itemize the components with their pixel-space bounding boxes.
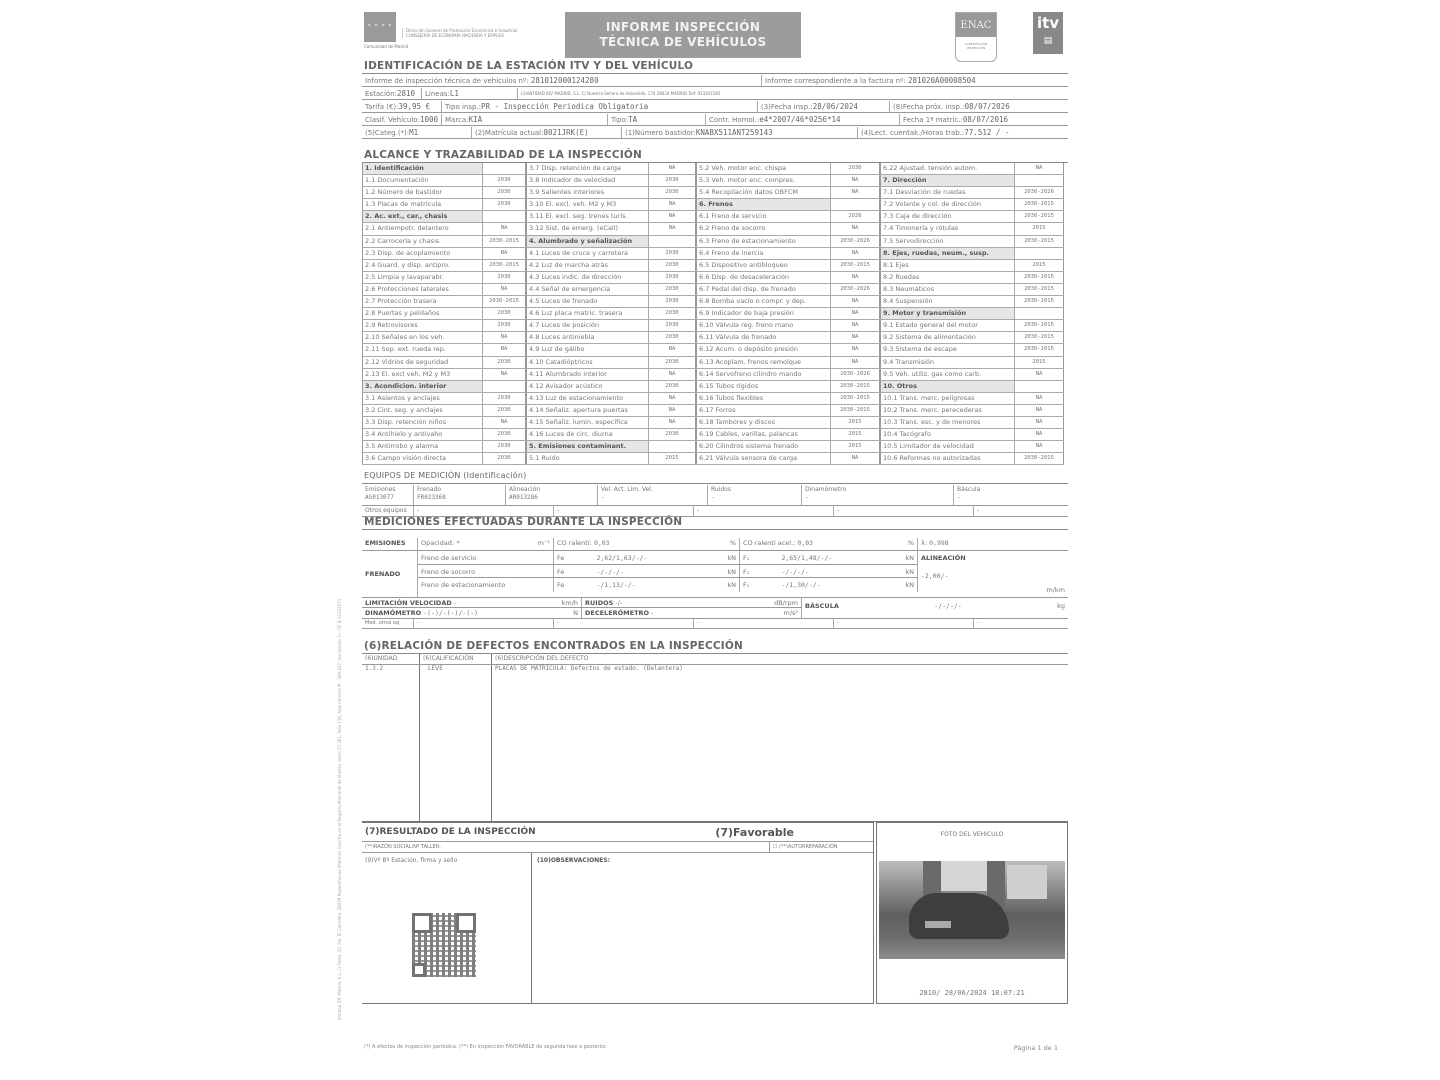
measurements-table	[362, 538, 1068, 629]
scope-item: 6.4 Freno de inercia NA	[696, 248, 880, 260]
scope-item: 4.16 Luces de circ. diurna 2030	[526, 429, 696, 441]
scope-item: 6.3 Freno de estacionamiento 2030-2026	[696, 236, 880, 248]
scope-section-header: 4. Alumbrado y señalización	[526, 236, 696, 248]
scope-item: 3.6 Campo visión directa 2030	[362, 453, 526, 465]
scope-item: 3.11 El. excl. seg. trenes turís. NA	[526, 211, 696, 223]
scope-item: 3.2 Cint. seg. y anclajes 2030	[362, 405, 526, 417]
scope-item: 6.5 Dispositivo antibloqueo 2030-2015	[696, 260, 880, 272]
scope-item: 9.4 Transmisión 2015	[880, 357, 1064, 369]
equipment-cell: Ruidos -	[708, 485, 802, 505]
vehicle-class: 1000	[419, 115, 438, 124]
scope-item: 10.3 Trans. esc. y de menores NA	[880, 417, 1064, 429]
scope-item: 5.4 Recopilación datos OBFCM NA	[696, 187, 880, 199]
scope-column-1	[362, 163, 526, 465]
scope-item: 3.12 Sist. de emerg. (eCall) NA	[526, 223, 696, 235]
brake-row: Freno de estacionamiento Fe -/1,13/-/- kN F₁ -/1,30/-/- kN	[418, 578, 918, 592]
scope-item: 2.2 Carrocería y chasis 2030-2015	[362, 236, 526, 248]
measurements-title: MEDICIONES EFECTUADAS DURANTE LA INSPECCIÓN	[364, 516, 683, 528]
defect-grade: LEVE	[420, 665, 492, 822]
id-row-plate: (5)Categ.(*):M1 (2)Matrícula actual:8021JRK(E) (1)Número bastidor:KNABX511ANT259143 (4)Lect. cuentak./Horas trab.:77.512 / -	[362, 127, 1068, 139]
scope-item: 6.2 Freno de socorro NA	[696, 223, 880, 235]
scope-item: 6.1 Freno de servicio 2026	[696, 211, 880, 223]
observations-label: (10)OBSERVACIONES:	[537, 857, 611, 864]
org-department: Dirección General de Promoción Económica e Industrial CONSEJERÍA DE ECONOMÍA HACIENDA Y EMPLEO	[402, 28, 517, 38]
scope-item: 4.10 Catadióptricos 2030	[526, 357, 696, 369]
scope-item: 6.21 Válvula sensora de carga NA	[696, 453, 880, 465]
scope-item: 6.11 Válvula de frenado NA	[696, 332, 880, 344]
scope-item: 2.11 Sop. ext. rueda rep. NA	[362, 344, 526, 356]
scope-item: 2.8 Puertas y peldaños 2030	[362, 308, 526, 320]
scope-item: 6.6 Disp. de desaceleración NA	[696, 272, 880, 284]
scope-item: 2.3 Disp. de acoplamiento NA	[362, 248, 526, 260]
scope-column-2	[526, 163, 696, 465]
scope-item: 7.5 Servodirección 2030-2015	[880, 236, 1064, 248]
scale-cell: BÁSCULA -/-/-/- kg	[805, 602, 1065, 610]
scope-item: 6.16 Tubos flexibles 2030-2015	[696, 393, 880, 405]
scope-item: 5.3 Veh. motor enc. compres. NA	[696, 175, 880, 187]
equipment-cell: Alineación AR013286	[506, 485, 598, 505]
opacity-value: *	[456, 539, 461, 547]
scope-item: 1.1 Documentación 2030	[362, 175, 526, 187]
misc-measurements: LIMITACIÓN VELOCIDAD - km/h RUIDOS -/- dB/rpm DINAMÓMETRO -(-)/-(-)/-(-) N DECELERÓMETRO - m/s² BÁSCULA -/-/-/- kg	[362, 598, 1068, 619]
scope-item: 4.15 Señaliz. lumin. específica NA	[526, 417, 696, 429]
scope-item: 4.1 Luces de cruce y carretera 2030	[526, 248, 696, 260]
equipment-cell: Emisiones AG013077	[362, 485, 414, 505]
result-section	[362, 822, 1068, 1004]
defect-description: PLACAS DE MATRÍCULA: Defectos de estado. (Delantera)	[495, 665, 683, 672]
scope-item: 3.7 Disp. retención de carga NA	[526, 163, 696, 175]
workshop-label: (**)RAZÓN SOCIAL/Nº TALLER:	[362, 842, 770, 852]
scope-item: 6.15 Tubos rígidos 2030-2015	[696, 381, 880, 393]
equipment-cell: Báscula -	[957, 486, 981, 501]
scope-item: 4.3 Luces indic. de dirección 2030	[526, 272, 696, 284]
footer	[364, 1044, 1064, 1050]
defect-unit: 1.3.2	[362, 665, 420, 822]
homologation: e4*2007/46*0256*14	[759, 115, 841, 124]
scope-section-header: 5. Emisiones contaminant.	[526, 441, 696, 453]
scope-section-header: 7. Dirección	[880, 175, 1064, 187]
equipment-cell: Vel. Act. Lim. Vel. -	[598, 485, 708, 505]
itv-logo: itv ▤	[1033, 12, 1063, 54]
equipment-table	[362, 485, 1068, 517]
photo-timestamp: 2810/ 28/06/2024 18:07:21	[919, 989, 1025, 997]
scope-title: ALCANCE Y TRAZABILIDAD DE LA INSPECCIÓN	[364, 149, 643, 161]
scope-item: 8.4 Suspensión 2030-2015	[880, 296, 1064, 308]
invoice-number: 281020A00008504	[907, 76, 976, 85]
scope-item: 7.1 Desviación de ruedas 2030-2026	[880, 187, 1064, 199]
scope-item: 4.7 Luces de posición 2030	[526, 320, 696, 332]
signature-cell: (9)Vº Bº Estación, firma y sello	[362, 853, 532, 1003]
equipment-row	[362, 485, 1068, 506]
next-inspection-date: 08/07/2026	[964, 102, 1010, 111]
scope-item: 10.5 Limitador de velocidad NA	[880, 441, 1064, 453]
scope-item: 8.1 Ejes 2015	[880, 260, 1064, 272]
scope-item: 9.2 Sistema de alimentación 2030-2015	[880, 332, 1064, 344]
scope-item: 9.5 Veh. utiliz. gas como carb. NA	[880, 369, 1064, 381]
vehicle-type: TA	[628, 115, 638, 124]
first-registration-date: 08/07/2016	[962, 115, 1008, 124]
vehicle-photo	[879, 861, 1065, 959]
defects-table	[362, 654, 1068, 822]
scope-item: 4.4 Señal de emergencia 2030	[526, 284, 696, 296]
scope-item: 7.3 Caja de dirección 2030-2015	[880, 211, 1064, 223]
scope-item: 8.2 Ruedas 2030-2015	[880, 272, 1064, 284]
scope-item: 3.4 Antihielo y antivaho 2030	[362, 429, 526, 441]
scope-table	[362, 163, 1068, 465]
result-verdict: (7)Favorable	[715, 825, 794, 839]
scope-item: 4.13 Luz de estacionamiento NA	[526, 393, 696, 405]
scope-item: 2.13 El. excl veh. M2 y M3 NA	[362, 369, 526, 381]
comunidad-madrid-logo: * * * *	[364, 12, 396, 42]
enac-logo: ENAC ACREDITACIÓN INSPECCIÓN	[955, 12, 997, 62]
scope-item: 2.7 Protección trasera 2030-2015	[362, 296, 526, 308]
scope-item: 4.14 Señaliz. apertura puertas NA	[526, 405, 696, 417]
scope-item: 4.12 Avisador acústico 2030	[526, 381, 696, 393]
scope-item: 6.14 Servofreno cilindro mando 2030-2026	[696, 369, 880, 381]
scope-item: 5.2 Veh. motor enc. chispa 2030	[696, 163, 880, 175]
scope-section-header: 1. Identificación	[362, 163, 526, 175]
scope-item: 9.3 Sistema de escape 2030-2015	[880, 344, 1064, 356]
vehicle-brand: KIA	[468, 115, 483, 124]
scope-item: 8.3 Neumáticos 2030-2015	[880, 284, 1064, 296]
equipment-cell: Dinamómetro -	[802, 485, 954, 505]
station-value: 2810	[396, 89, 416, 98]
scope-item: 6.22 Ajustad. tensión autom. NA	[880, 163, 1064, 175]
license-plate: 8021JRK(E)	[543, 128, 589, 137]
equipment-title: EQUIPOS DE MEDICIÓN (Identificación)	[364, 471, 527, 480]
scope-item: 7.2 Volante y col. de dirección 2030-2015	[880, 199, 1064, 211]
scope-item: 3.3 Disp. retención niños NA	[362, 417, 526, 429]
result-title: (7)RESULTADO DE LA INSPECCIÓN	[365, 827, 536, 837]
scope-item: 9.1 Estado general del motor 2030-2015	[880, 320, 1064, 332]
scope-item: 2.5 Limpia y lavaparabr. 2030	[362, 272, 526, 284]
scope-section-header: 3. Acondicion. interior	[362, 381, 526, 393]
brake-row: Freno de servicio Fe 2,62/1,63/-/- kN F₁ 2,65/1,48/-/- kN	[418, 551, 918, 565]
scope-item: 6.17 Forros 2030-2015	[696, 405, 880, 417]
scope-item: 7.4 Timonería y rótulas 2015	[880, 223, 1064, 235]
report-title: INFORME INSPECCIÓN TÉCNICA DE VEHÍCULOS	[565, 12, 801, 58]
page-number: Página 1 de 1	[1013, 1044, 1058, 1052]
scope-item: 1.3 Placas de matrícula 2030	[362, 199, 526, 211]
car-icon: ▤	[1043, 36, 1053, 46]
brake-row: Freno de socorro Fe -/-/-/- kN F₁ -/-/-/- kN	[418, 565, 918, 579]
identification-title: IDENTIFICACIÓN DE LA ESTACIÓN ITV Y DEL VEHÍCULO	[364, 60, 694, 72]
defects-title: (6)RELACIÓN DE DEFECTOS ENCONTRADOS EN LA INSPECCIÓN	[364, 640, 744, 652]
co-accel-value: 0,03	[797, 539, 814, 547]
other-equipment-row: Otros equipos - - - - -	[362, 506, 1068, 517]
scope-section-header: 6. Frenos	[696, 199, 880, 211]
inspection-report-page	[358, 8, 1074, 1063]
scope-item: 10.2 Trans. merc. perecederas NA	[880, 405, 1064, 417]
scope-column-3	[696, 163, 880, 465]
scope-item: 2.12 Vidrios de seguridad 2030	[362, 357, 526, 369]
scope-item: 6.7 Pedal del disp. de frenado 2030-2026	[696, 284, 880, 296]
emissions-row: EMISIONES Opacidad: * m⁻¹ CO ralentí: 0,03 % CO ralentí acel.: 0,03 % λ: 0,998	[362, 538, 1068, 551]
self-repair-checkbox[interactable]: ☐ (**)AUTORREPARACIÓN	[773, 844, 838, 850]
scope-item: 1.2 Número de bastidor 2030	[362, 187, 526, 199]
report-header	[358, 8, 1074, 60]
scope-column-4	[880, 163, 1064, 465]
scope-item: 3.5 Antirrobo y alarma 2030	[362, 441, 526, 453]
scope-item: 6.19 Cables, varillas, palancas 2015	[696, 429, 880, 441]
scope-section-header: 9. Motor y transmisión	[880, 308, 1064, 320]
scope-item: 6.13 Acoplam. frenos remolque NA	[696, 357, 880, 369]
legal-side-note: Entidad IDF Madrid, S.L. C/ Fresa, 10. Pol. El Carralero. 28029 Majadahonda (Madrid). Inscrita en el Registro Mercantil de Madrid, tomo 17.361, folio 116, hoja número M - 306.437, inscripción 1ª. CIF B-12332071	[337, 598, 342, 1020]
defect-row	[362, 665, 1068, 822]
scope-item: 6.18 Tambores y discos 2015	[696, 417, 880, 429]
scope-section-header: 2. Ac. ext., car., chasis	[362, 211, 526, 223]
equipment-cell: Frenado FR023368	[414, 485, 506, 505]
scope-item: 3.8 Indicador de velocidad 2030	[526, 175, 696, 187]
scope-item: 2.6 Protecciones laterales NA	[362, 284, 526, 296]
scope-item: 3.10 El. excl. veh. M2 y M3 NA	[526, 199, 696, 211]
lambda-value: 0,998	[929, 539, 949, 547]
scope-item: 3.9 Salientes interiores 2030	[526, 187, 696, 199]
scope-item: 10.4 Tacógrafo NA	[880, 429, 1064, 441]
org-name: Comunidad de Madrid	[364, 44, 409, 49]
braking-block: FRENADO Freno de servicio Fe 2,62/1,63/-/- kN F₁ 2,65/1,48/-/- kN Freno de socorro Fe -/-/-/- kN F₁ -/-/-/- kN Freno de estacionamiento Fe -/1,13/-/- kN F₁ -/1,30/-/- kN ALINEACIÓN -2,00/- m/km	[362, 551, 1068, 598]
scope-item: 2.1 Antiempotr. delantero NA	[362, 223, 526, 235]
id-row-station: Estación:2810 Líneas:L1 (3)ANTIDAD IDV MADRID, S.L. C/ Nuestra Señora de Valvanida, 174 28034 MADRID Telf: 913347285	[362, 88, 1068, 100]
scope-item: 4.11 Alumbrado interior NA	[526, 369, 696, 381]
id-row-report: Informe de inspección técnica de vehículos nº: 281012000124280 Informe correspondiente a la factura nº: 281020A00008504	[362, 75, 1068, 87]
alignment-cell: ALINEACIÓN -2,00/- m/km	[921, 554, 1065, 594]
inspection-date: 28/06/2024	[812, 102, 858, 111]
co-idle-value: 0,03	[593, 539, 610, 547]
lines-value: L1	[449, 89, 459, 98]
scope-item: 4.9 Luz de gálibo NA	[526, 344, 696, 356]
scope-item: 6.9 Indicador de baja presión NA	[696, 308, 880, 320]
scope-item: 3.1 Asientos y anclajes 2030	[362, 393, 526, 405]
vehicle-photo-box: FOTO DEL VEHÍCULO 2810/ 28/06/2024 18:07:21	[876, 822, 1068, 1004]
vehicle-category: M1	[409, 128, 419, 137]
defects-header: (6)UNIDAD (6)CALIFICACIÓN (6)DESCRIPCIÓN DEL DEFECTO	[362, 654, 1068, 665]
scope-item: 2.9 Retrovisores 2030	[362, 320, 526, 332]
scope-item: 6.12 Acum. o depósito presión NA	[696, 344, 880, 356]
scope-section-header: 10. Otros	[880, 381, 1064, 393]
scope-item: 2.10 Señales en los veh. NA	[362, 332, 526, 344]
odometer-reading: 77.512 / -	[964, 128, 1010, 137]
vin-number: KNABX511ANT259143	[695, 128, 773, 137]
scope-item: 4.2 Luz de marcha atrás 2030	[526, 260, 696, 272]
station-operator: (3)ANTIDAD IDV MADRID, S.L. C/ Nuestra Señora de Valvanida, 174 28034 MADRID Telf: 913347285	[521, 91, 721, 96]
scope-section-header: 8. Ejes, ruedas, neum., susp.	[880, 248, 1064, 260]
scope-item: 6.20 Cilindros sistema frenado 2015	[696, 441, 880, 453]
other-measurements-row: Med. otros eq. - - - - -	[362, 619, 1068, 629]
scope-item: 2.4 Guard. y disp. antipro. 2030-2015	[362, 260, 526, 272]
qr-code	[412, 913, 476, 977]
id-row-vehicle: Clasif. Vehículo:1000 Marca:KIA Tipo:TA Contr. Homol.:e4*2007/46*0256*14 Fecha 1ª matric.:08/07/2016	[362, 114, 1068, 126]
scope-item: 5.1 Ruido 2015	[526, 453, 696, 465]
scope-item: 6.10 Válvula reg. freno mano NA	[696, 320, 880, 332]
alignment-value: -2,00/-	[921, 572, 949, 580]
report-number: 281012000124280	[530, 76, 599, 85]
inspection-type: PR - Inspección Periodica Obligatoria	[481, 102, 649, 111]
footer-note: (*) A efectos de inspección periódica. (**) En inspección FAVORABLE de segunda fase o posterior.	[364, 1044, 608, 1050]
fee-value: 39,95 €	[398, 102, 431, 111]
scope-item: 4.6 Luz placa matric. trasera 2030	[526, 308, 696, 320]
scope-item: 10.1 Trans. merc. peligrosas NA	[880, 393, 1064, 405]
scope-item: 10.6 Reformas no autorizadas 2030-2015	[880, 453, 1064, 465]
scope-item: 4.8 Luces antiniebla 2030	[526, 332, 696, 344]
id-row-fee: Tarifa (€):39,95 € Tipo insp.:PR - Inspección Periodica Obligatoria (3)Fecha insp.:28/06/2024 (8)Fecha próx. insp.:08/07/2026	[362, 101, 1068, 113]
scope-item: 6.8 Bomba vacío o compr. y dep. NA	[696, 296, 880, 308]
scope-item: 4.5 Luces de frenado 2030	[526, 296, 696, 308]
